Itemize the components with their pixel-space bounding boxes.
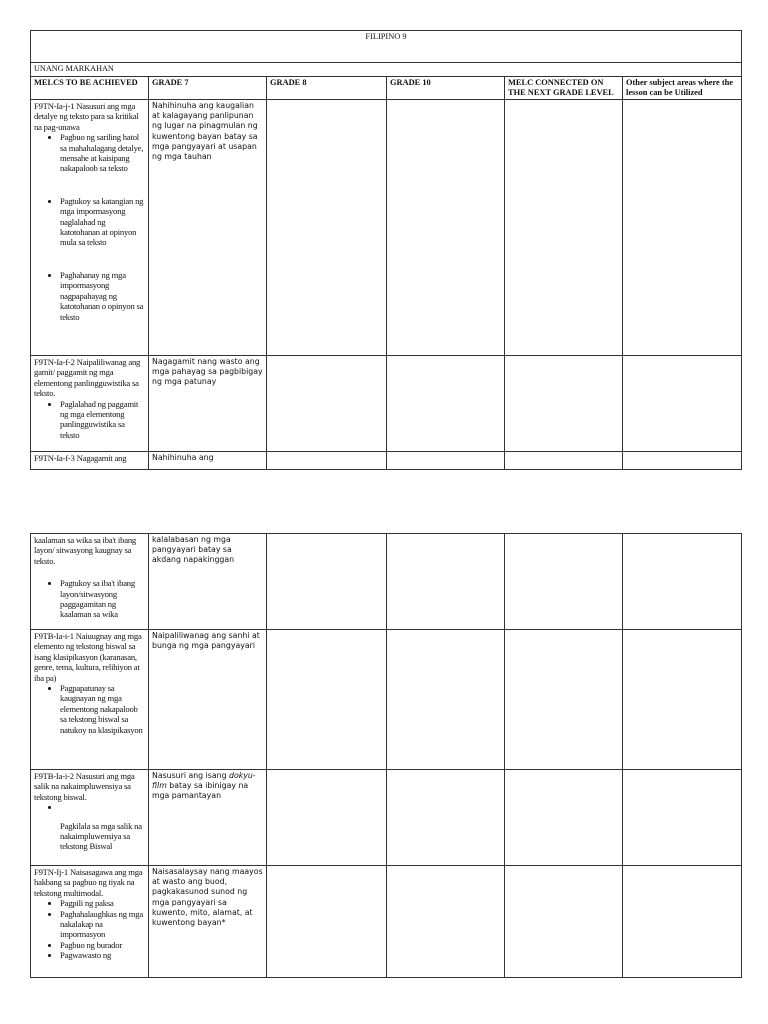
table-row <box>31 630 742 770</box>
other-subjects-cell <box>623 630 742 770</box>
quarter-label: UNANG MARKAHAN <box>31 63 742 77</box>
melc-connected-cell <box>505 534 623 630</box>
grade7-cell <box>149 770 267 866</box>
melc-cell <box>31 770 149 866</box>
grade8-cell <box>267 866 387 978</box>
grade8-cell <box>267 630 387 770</box>
table-row <box>31 866 742 978</box>
table-header-row <box>31 77 742 100</box>
header-melcs: MELCS TO BE ACHIEVED <box>31 77 149 100</box>
other-subjects-cell <box>623 100 742 356</box>
list-item: • Pagpili ng paksa <box>60 898 145 908</box>
melc-cell <box>31 866 149 978</box>
melc-bullet-list <box>34 196 145 248</box>
melc-text: F9TN-Ia-j-1 Nasusuri ang mga detalye ng teksto para sa kritikal na pag-unawa <box>34 101 139 132</box>
other-subjects-cell <box>623 356 742 452</box>
list-item <box>60 802 145 812</box>
list-item: • Pagtukoy sa iba't ibang layon/sitwasyong paggagamitan ng kaalaman sa wika <box>60 578 145 620</box>
grade10-cell <box>387 100 505 356</box>
list-item: • Pagtukoy sa katangian ng mga impormasyong naglalahad ng katotohanan at opinyon mula sa teksto <box>60 196 145 248</box>
melc-text: F9TB-Ia-i-1 Naiuugnay ang mga elemento ng tekstong biswal sa isang klasipikasyon (karanasan, genre, tema, kultura, relihiyon at iba pa) <box>34 631 142 683</box>
grade10-cell <box>387 534 505 630</box>
grade7-cell: Naisasalaysay nang maayos at wasto ang buod, pagkakasunod sunod ng mga pangyayari sa kuwento, mito, alamat, at kuwentong bayan* <box>149 866 267 978</box>
header-grade10: GRADE 10 <box>387 77 505 100</box>
melc-bullet-list <box>34 132 145 174</box>
melc-table-page2 <box>30 533 742 978</box>
grade10-cell <box>387 866 505 978</box>
other-subjects-cell <box>623 452 742 470</box>
list-item: • Paglalahad ng paggamit ng mga elementong panlingguwistika sa teksto <box>60 399 145 441</box>
list-item: • Paghahanay ng mga impormasyong nagpapahayag ng katotohanan o opinyon sa teksto <box>60 270 145 322</box>
grade7-cell: Nahihinuha ang kaugalian at kalagayang panlipunan ng lugar na pinagmulan ng kuwentong bayan batay sa mga pangyayari at usapan ng mga tauhan <box>149 100 267 356</box>
grade7-cell: Nagagamit nang wasto ang mga pahayag sa pagbibigay ng mga patunay <box>149 356 267 452</box>
grade10-cell <box>387 452 505 470</box>
list-item: • Pagwawasto ng <box>60 950 145 960</box>
grade8-cell <box>267 534 387 630</box>
melc-cell <box>31 356 149 452</box>
list-item: • Pagbuo ng burador <box>60 940 145 950</box>
grade10-cell <box>387 630 505 770</box>
other-subjects-cell <box>623 534 742 630</box>
melc-bullet-list <box>34 578 145 620</box>
melc-bullet-list <box>34 399 145 441</box>
list-item: Pagkilala sa mga salik na nakaimpluwensiya sa tekstong Biswal <box>60 820 142 852</box>
grade7-cell: kalalabasan ng mga pangyayari batay sa akdang napakinggan <box>149 534 267 630</box>
melc-connected-cell <box>505 452 623 470</box>
grade10-cell <box>387 770 505 866</box>
grade8-cell <box>267 100 387 356</box>
header-melc-connected: MELC CONNECTED ON THE NEXT GRADE LEVEL <box>505 77 623 100</box>
melc-connected-cell <box>505 770 623 866</box>
grade7-text-after: batay sa ibinigay na mga pamantayan <box>152 781 249 801</box>
document-title: FILIPINO 9 <box>31 31 742 63</box>
grade7-text-before: Nasusuri ang isang <box>152 771 229 780</box>
melc-table-page1 <box>30 30 742 470</box>
grade8-cell <box>267 770 387 866</box>
melc-text: F9TN-Ij-1 Naisasagawa ang mga hakbang sa pagbuo ng tiyak na tekstong multimodal. <box>34 867 143 898</box>
table-row <box>31 770 742 866</box>
table-row <box>31 100 742 356</box>
melc-text: kaalaman sa wika sa iba't ibang layon/ sitwasyong kaugnay sa teksto. <box>34 535 137 566</box>
melc-bullet-list <box>34 898 145 960</box>
melc-cell <box>31 630 149 770</box>
other-subjects-cell <box>623 770 742 866</box>
melc-text: F9TB-Ia-i-2 Nasusuri ang mga salik na nakaimpluwensiya sa tekstong biswal. <box>34 771 135 802</box>
grade10-cell <box>387 356 505 452</box>
table-row <box>31 534 742 630</box>
header-grade7: GRADE 7 <box>149 77 267 100</box>
melc-bullet-list <box>34 270 145 322</box>
melc-cell <box>31 534 149 630</box>
melc-text: F9TN-Ia-f-2 Naipaliliwanag ang gamit/ paggamit ng mga elementong panlingguwistika sa teksto. <box>34 357 141 399</box>
table-row <box>31 356 742 452</box>
melc-connected-cell <box>505 866 623 978</box>
melc-cell <box>31 100 149 356</box>
melc-connected-cell <box>505 356 623 452</box>
melc-connected-cell <box>505 100 623 356</box>
list-item: • Paghahalaughkas ng mga nakalakap na impormasyon <box>60 909 145 940</box>
melc-connected-cell <box>505 630 623 770</box>
grade7-cell: Naipaliliwanag ang sanhi at bunga ng mga pangyayari <box>149 630 267 770</box>
melc-bullet-list <box>34 683 145 735</box>
list-item: • Pagpapatunay sa kaugnayan ng mga elementong nakapaloob sa tekstong biswal sa natukoy na klasipikasyon <box>60 683 145 735</box>
melc-cell: F9TN-Ia-f-3 Nagagamit ang <box>31 452 149 470</box>
other-subjects-cell <box>623 866 742 978</box>
grade7-cell: Nahihinuha ang <box>149 452 267 470</box>
list-item: • Pagbuo ng sariling hatol sa mahahalagang detalye, mensahe at kaisipang nakapaloob sa teksto <box>60 132 145 174</box>
header-grade8: GRADE 8 <box>267 77 387 100</box>
grade7-text-italic: dokyu-film <box>152 771 256 791</box>
table-row <box>31 452 742 470</box>
grade8-cell <box>267 356 387 452</box>
grade8-cell <box>267 452 387 470</box>
melc-bullet-list <box>34 802 145 852</box>
header-other-subjects: Other subject areas where the lesson can be Utilized <box>623 77 742 100</box>
